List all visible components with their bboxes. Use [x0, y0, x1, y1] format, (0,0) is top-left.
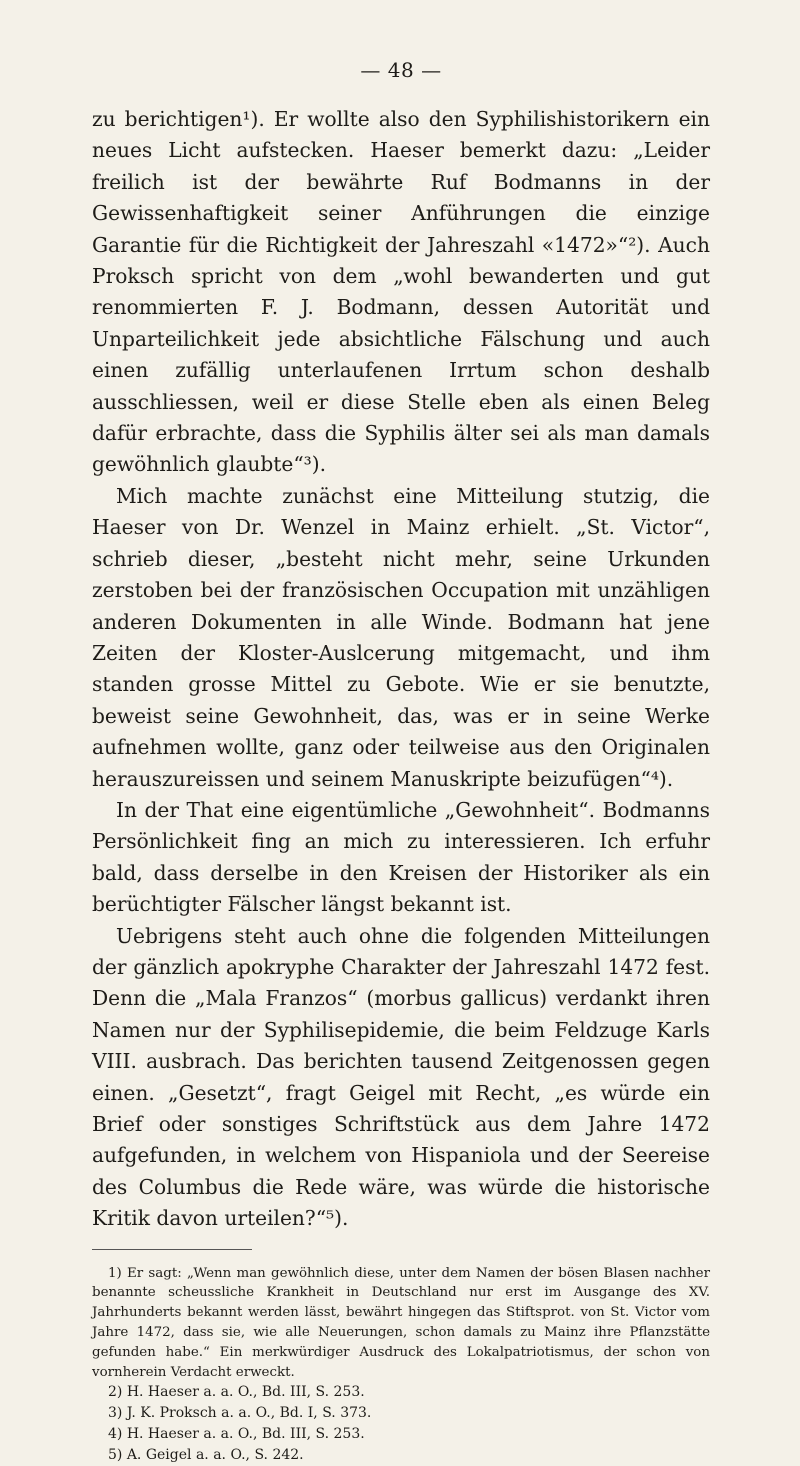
- footnote-1: 1) Er sagt: „Wenn man gewöhnlich diese, unter dem Namen der bösen Blasen nachher benannte scheussliche Krankheit in Deutschland nur erst im Ausgange des XV. Jahrhunderts bekannt werden lässt, bewährt hingegen das Stiftsprot. von St. Victor vom Jahre 1472, dass sie, wie alle Neuerungen, schon damals zu Mainz ihre Pflanzstätte gefunden habe.“ Ein merkwürdiger Ausdruck des Lokalpatriotismus, der schon von vornherein Verdacht erweckt.: [92, 1265, 710, 1380]
- footnote-divider: [92, 1249, 252, 1250]
- footnotes: [92, 1264, 710, 1466]
- footnote-5: 5) A. Geigel a. a. O., S. 242.: [108, 1447, 304, 1464]
- footnote-4: 4) H. Haeser a. a. O., Bd. III, S. 253.: [108, 1426, 365, 1443]
- paragraph-2: Mich machte zunächst eine Mitteilung stutzig, die Haeser von Dr. Wenzel in Mainz erhielt. „St. Victor“, schrieb dieser, „besteht nicht mehr, seine Urkunden zerstoben bei der französischen Occupation mit unzähligen anderen Dokumenten in alle Winde. Bodmann hat jene Zeiten der Kloster-Auslcerung mitgemacht, und ihm standen grosse Mittel zu Gebote. Wie er sie benutzte, beweist seine Gewohnheit, das, was er in seine Werke aufnehmen wollte, ganz oder teilweise aus den Originalen herauszureissen und seinem Manuskripte beizufügen“⁴).: [92, 483, 710, 791]
- paragraph-1: zu berichtigen¹). Er wollte also den Syphilishistorikern ein neues Licht aufstecken. Haeser bemerkt dazu: „Leider freilich ist der bewährte Ruf Bodmanns in der Gewissenhaftigkeit seiner Anführungen die einzige Garantie für die Richtigkeit der Jahreszahl «1472»“²). Auch Proksch spricht von dem „wohl bewanderten und gut renommierten F. J. Bodmann, dessen Autorität und Unparteilichkeit jede absichtliche Fälschung und auch einen zufällig unterlaufenen Irrtum schon deshalb ausschliessen, weil er diese Stelle eben als einen Beleg dafür erbrachte, dass die Syphilis älter sei als man damals gewöhnlich glaubte“³).: [92, 107, 710, 477]
- paragraph-4: Uebrigens steht auch ohne die folgenden Mitteilungen der gänzlich apokryphe Charakter der Jahreszahl 1472 fest. Denn die „Mala Franzos“ (morbus gallicus) verdankt ihren Namen nur der Syphilisepidemie, die beim Feldzuge Karls VIII. ausbrach. Das berichten tausend Zeitgenossen gegen einen. „Gesetzt“, fragt Geigel mit Recht, „es würde ein Brief oder sonstiges Schriftstück aus dem Jahre 1472 aufgefunden, in welchem von Hispaniola und der Seereise des Columbus die Rede wäre, was würde die historische Kritik davon urteilen?“⁵).: [92, 923, 710, 1231]
- footnote-3: 3) J. K. Proksch a. a. O., Bd. I, S. 373.: [108, 1405, 372, 1422]
- book-page: [92, 58, 710, 1466]
- paragraph-3: In der That eine eigentümliche „Gewohnheit“. Bodmanns Persönlichkeit fing an mich zu interessieren. Ich erfuhr bald, dass derselbe in den Kreisen der Historiker als ein berüchtigter Fälscher längst bekannt ist.: [92, 797, 710, 917]
- main-text: [92, 104, 710, 1235]
- footnote-2: 2) H. Haeser a. a. O., Bd. III, S. 253.: [108, 1384, 365, 1401]
- page-number: — 48 —: [360, 58, 442, 82]
